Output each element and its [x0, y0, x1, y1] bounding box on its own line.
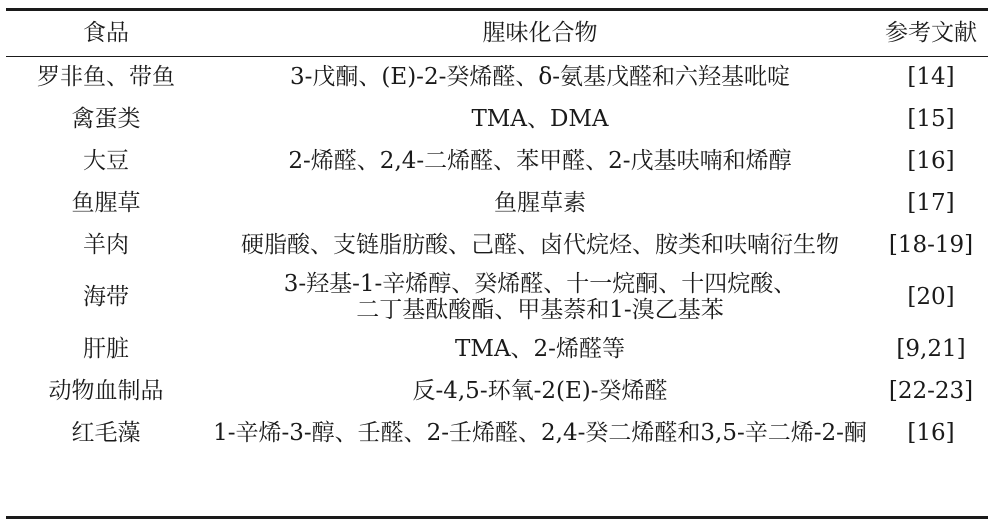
cell-compounds: 鱼腥草素	[494, 189, 586, 216]
cell-food: 海带	[83, 283, 129, 310]
cell-reference: [18-19]	[888, 231, 974, 258]
cell-compounds: 反-4,5-环氧-2(E)-癸烯醛	[412, 377, 668, 404]
cell-food: 禽蛋类	[71, 105, 141, 132]
header-reference: 参考文献	[885, 20, 977, 47]
cell-food: 鱼腥草	[71, 189, 141, 216]
data-table	[6, 11, 988, 454]
cell-compounds: 1-辛烯-3-醇、壬醛、2-壬烯醛、2,4-癸二烯醛和3,5-辛二烯-2-酮	[213, 419, 867, 446]
cell-food: 红毛藻	[71, 419, 141, 446]
table-row	[6, 266, 988, 328]
cell-reference: [16]	[907, 147, 955, 174]
table-row	[6, 412, 988, 454]
cell-compounds: 3-戊酮、(E)-2-癸烯醛、δ-氨基戊醛和六羟基吡啶	[290, 63, 790, 90]
cell-compounds: 硬脂酸、支链脂肪酸、己醛、卤代烷烃、胺类和呋喃衍生物	[241, 231, 839, 258]
cell-reference: [20]	[907, 283, 955, 310]
table-row	[6, 224, 988, 266]
cell-reference: [15]	[907, 105, 955, 132]
cell-food: 大豆	[83, 147, 129, 174]
cell-reference: [17]	[907, 189, 955, 216]
cell-compounds: 2-烯醛、2,4-二烯醛、苯甲醛、2-戊基呋喃和烯醇	[288, 147, 792, 174]
table-row	[6, 98, 988, 140]
cell-reference: [16]	[907, 419, 955, 446]
table-bottom-rule	[6, 516, 988, 519]
cell-compounds	[206, 266, 874, 328]
cell-reference: [14]	[907, 63, 955, 90]
cell-food: 羊肉	[83, 231, 129, 258]
cell-compounds-line2: 二丁基酞酸酯、甲基萘和1-溴乙基苯	[356, 297, 724, 323]
cell-food: 动物血制品	[48, 377, 164, 404]
cell-compounds: TMA、2-烯醛等	[455, 335, 625, 362]
cell-compounds-line1: 3-羟基-1-辛烯醇、癸烯醛、十一烷酮、十四烷酸、	[283, 270, 797, 297]
cell-food: 罗非鱼、带鱼	[37, 63, 175, 90]
table-row	[6, 182, 988, 224]
cell-reference: [9,21]	[896, 335, 966, 362]
table-row	[6, 140, 988, 182]
table-row	[6, 370, 988, 412]
header-food: 食品	[83, 20, 129, 47]
table-row	[6, 56, 988, 98]
cell-food: 肝脏	[83, 335, 129, 362]
header-row	[6, 11, 988, 56]
cell-compounds: TMA、DMA	[471, 105, 609, 132]
header-compounds: 腥味化合物	[482, 20, 598, 47]
table-row	[6, 328, 988, 370]
cell-reference: [22-23]	[888, 377, 974, 404]
